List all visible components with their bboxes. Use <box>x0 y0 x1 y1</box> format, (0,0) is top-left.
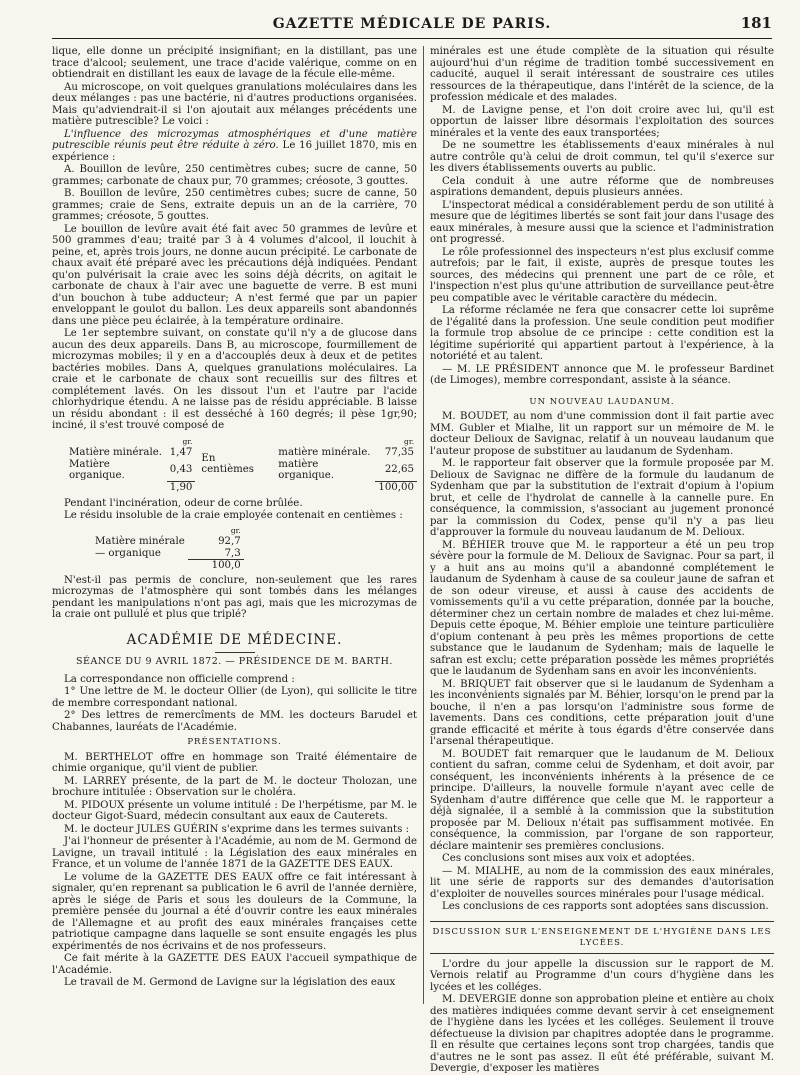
page-header <box>52 12 772 39</box>
section-rule <box>430 953 774 954</box>
paragraph: Le 1er septembre suivant, on constate qu'il n'y a de glucose dans aucun des deux appareils. Dans B, au microscope, fourmillement de microzymas mobiles; il y en a d'accouplés deux à deux et de petites bactéries mobiles. Dans A, quelques granulations moléculaires. La craie et le carbonate de chaux sont recueillis sur des filtres et complétement lavés. On les dissout l'un et l'autre par l'acide chlorhydrique étendu. A ne laisse pas de résidu appréciable. B laisse un résidu abondant : il est desséché à 160 degrés; il pèse 1gr,90; inciné, il s'est trouvé composé de <box>52 328 417 431</box>
paragraph: De ne soumettre les établissements d'eaux minérales à nul autre contrôle qu'à celui de droit commun, tel qu'il s'exerce sur les divers établissements ouverts au public. <box>430 140 774 174</box>
paragraph: Le bouillon de levûre avait été fait avec 50 grammes de levûre et 500 grammes d'eau; traité par 3 à 4 volumes d'alcool, il louchit à peine, et, après trois jours, ne donne aucun précipité. Le carbonate de chaux avait été préparé avec les précautions déjà indiquées. Pendant qu'on pulvérisait la craie avec les soins déjà décrits, on agitait le carbonate de chaux à l'air avec une baguette de verre. B est muni d'un bouchon à tube adducteur; A n'est fermé que par un papier enveloppant le goulot du ballon. Les deux appareils sont abandonnés dans une pièce peu éclairée, à la température ordinaire. <box>52 223 417 327</box>
total-value: 1,90 <box>167 482 196 494</box>
paragraph: Ces conclusions sont mises aux voix et adoptées. <box>442 853 695 864</box>
running-title: GAZETTE MÉDICALE DE PARIS. <box>272 16 552 32</box>
unit-label: gr. <box>182 436 193 446</box>
section-rule <box>430 921 774 922</box>
paragraph: Pendant l'incinération, odeur de corne brûlée. <box>64 497 303 509</box>
paragraph: J'ai l'honneur de présenter à l'Académie, au nom de M. Germond de Lavigne, un travail intitulé : la Législation des eaux minérales en France, et un volume de l'année 1871 de la GAZETTE DES EAUX. <box>52 836 417 870</box>
subheading: PRÉSENTATIONS. <box>187 737 282 747</box>
paragraph: 2° Des lettres de remercîments de MM. les docteurs Barudel et Chabannes, lauréats de l'Académie. <box>52 710 417 733</box>
paragraph: L'inspectorat médical a considérablement perdu de son utilité à mesure que de légitimes libertés se sont fait jour dans l'usage des eaux minérales, à mesure aussi que la science et l'administration ont progressé. <box>430 199 774 245</box>
paragraph-text: Le 16 juillet 1870, mis en expérience : <box>52 140 417 163</box>
right-column <box>430 46 774 1074</box>
left-column <box>52 46 417 1004</box>
row-value: 7,3 <box>224 547 241 559</box>
paragraph: Au microscope, on voit quelques granulations moléculaires dans les deux mélanges : pas une bactérie, ni d'autres productions organisées. Mais qu'adviendrait-il si l'on ajoutait aux mélanges précédents une matière putrescible? Le voici : <box>52 81 417 127</box>
total-value: 100,0 <box>188 560 244 572</box>
paragraph: Le volume de la GAZETTE DES EAUX offre ce fait intéressant à signaler, qu'en reprenant sa publication le 6 avril de l'année dernière, après le siége de Paris et sous les douleurs de la Commune, la première pensée du journal a été d'ouvrir contre les eaux minérales de l'Allemagne et au profit des eaux minérales françaises cette patriotique campagne dans laquelle se sont ensuite engagés les plus expérimentés de nos écrivains et de nos professeurs. <box>52 871 417 952</box>
unit-label: gr. <box>404 436 414 446</box>
residue-table <box>92 525 244 572</box>
paragraph: M. DEVERGIE donne son approbation pleine et entière au choix des matières indiquées comme devant servir à cet enseignement de l'hygiène dans les lycées et les colléges. Seulement il trouve défectueuse la division par chapitres adoptée dans le programme. Il en résulte que certaines leçons sont trop chargées, tandis que d'autres ne le sont pas assez. Il eût été préférable, suivant M. Devergie, d'exposer les matières <box>430 994 774 1074</box>
paragraph: M. BÉHIER trouve que M. le rapporteur a été un peu trop sévère pour la formule de M. Delioux de Savignac. Pour sa part, il y a huit ans au moins qu'il a abandonné complétement le laudanum de Sydenham à cause de sa couleur jaune de safran et de son odeur vireuse, et aussi à cause des accidents de vomissements qu'il a vu cette préparation, donnée par la bouche, déterminer chez un certain nombre de malades et chez lui-même. Depuis cette époque, M. Béhier emploie une teinture particulière d'opium contenant à peu près les mêmes proportions de cette substance que le laudanum de Sydenham; mais de laquelle le safran est exclu; cette préparation possède les mêmes propriétés que le laudanum de Sydenham sans en avoir les inconvénients. <box>430 539 774 677</box>
row-label: Matière organique. <box>69 458 125 481</box>
paragraph: Les conclusions de ces rapports sont adoptées sans discussion. <box>442 901 769 912</box>
paragraph: B. Bouillon de levûre, 250 centimètres cubes; sucre de canne, 50 grammes; craie de Sens, extraite depuis un an de la carrière, 70 grammes; créosote, 5 gouttes. <box>52 188 417 222</box>
paragraph: M. le docteur JULES GUÉRIN s'exprime dans les termes suivants : <box>64 823 410 835</box>
paragraph: lique, elle donne un précipité insignifiant; en la distillant, pas une trace d'alcool; seulement, une trace d'acide valérique, comme on en obtiendrait en distillant les eaux de lavage de la fécule elle-même. <box>52 46 417 80</box>
total-value: 100,00 <box>375 482 417 494</box>
paragraph <box>52 129 417 164</box>
row-label: matière organique. <box>278 458 335 481</box>
paragraph: M. de Lavigne pense, et l'on doit croire avec lui, qu'il est opportun de laisser libre désormais l'exploitation des sources minérales et la vente des eaux transportées; <box>430 104 774 139</box>
paragraph: Le travail de M. Germond de Lavigne sur la législation des eaux <box>64 977 396 988</box>
paragraph: N'est-il pas permis de conclure, non-seulement que les rares microzymas de l'atmosphère qui sont tombés dans les mélanges pendant les manipulations n'ont pas agi, mais que les microzymas de la craie ont pullulé et plus que triplé? <box>52 574 417 620</box>
section-title: ACADÉMIE DE MÉDECINE. <box>126 631 343 648</box>
paragraph: Cela conduit à une autre réforme que de nombreuses aspirations demandent, depuis plusieurs années. <box>430 175 774 198</box>
paragraph: — M. MIALHE, au nom de la commission des eaux minérales, lit une série de rapports sur des demandes d'autorisation d'exploiter de nouvelles sources minérales pour l'usage médical. <box>430 865 774 900</box>
session-line: SÉANCE DU 9 AVRIL 1872. — PRÉSIDENCE DE M. BARTH. <box>76 656 393 667</box>
row-label: Matière minérale. <box>69 447 163 458</box>
paragraph: Le résidu insoluble de la craie employée contenait en centièmes : <box>64 510 403 521</box>
row-label: — organique <box>95 547 161 559</box>
row-label: Matière minérale <box>95 536 185 547</box>
paragraph: Le rôle professionnel des inspecteurs n'est plus exclusif comme autrefois; par le fait, il existe, auprès de presque toutes les sources, des médecins qui prennent une part de ce rôle, et l'inspection n'est plus qu'une attribution de surveillance peut-être peu compatible avec le véritable caractère du médecin. <box>430 246 774 304</box>
paragraph: M. BRIQUET fait observer que si le laudanum de Sydenham a les inconvénients signalés par M. Béhier, lorsqu'on le prend par la bouche, il n'en a pas lorsqu'on l'administre sous forme de lavements. Dans ces conditions, cette préparation jouit d'une grande efficacité et mérite à tous égards d'être conservée dans l'arsenal thérapeutique. <box>430 678 774 747</box>
paragraph: M. PIDOUX présente un volume intitulé : De l'herpétisme, par M. le docteur Gigot-Suard, médecin consultant aux eaux de Cauterets. <box>52 799 417 822</box>
row-value: 22,65 <box>384 464 414 475</box>
subheading: UN NOUVEAU LAUDANUM. <box>529 396 675 407</box>
column-divider <box>423 46 424 1004</box>
paragraph: M. le rapporteur fait observer que la formule proposée par M. Delioux de Savignac ne diffère de la formule du laudanum de Sydenham que par la substitution de l'extrait d'opium à l'opium brut, et celle de l'hydrolat de cannelle à la cannelle pure. En conséquence, la commission, s'associant au jugement prononcé par la commission du Codex, pense qu'il n'y a pas lieu d'approuver la formule du nouveau laudanum de M. Delioux. <box>430 458 774 538</box>
paragraph: M. LARREY présente, de la part de M. le docteur Tholozan, une brochure intitulée : Observation sur le choléra. <box>52 775 417 798</box>
unit-label: gr. <box>230 525 241 535</box>
row-value: 92,7 <box>218 536 241 547</box>
composition-table <box>66 436 417 494</box>
title-rule <box>215 652 255 653</box>
percent-label: En centièmes <box>201 452 255 476</box>
row-value: 0,43 <box>169 464 193 475</box>
paragraph: Ce fait mérite à la GAZETTE DES EAUX l'accueil sympathique de l'Académie. <box>52 953 417 976</box>
paragraph: L'ordre du jour appelle la discussion sur le rapport de M. Vernois relatif au Programme d'un cours d'hygiène dans les lycées et les colléges. <box>430 958 774 993</box>
row-value: 77,35 <box>384 447 414 458</box>
subheading: DISCUSSION SUR L'ENSEIGNEMENT DE L'HYGIÈNE DANS LES LYCÉES. <box>432 926 772 948</box>
paragraph: M. BOUDET, au nom d'une commission dont il fait partie avec MM. Gubler et Mialhe, lit un rapport sur un mémoire de M. le docteur Delioux de Savignac, relatif à un nouveau laudanum que l'auteur propose de substituer au laudanum de Sydenham. <box>430 411 774 457</box>
row-value: 1,47 <box>169 447 193 458</box>
paragraph: La correspondance non officielle comprend : <box>64 673 295 685</box>
paragraph: 1° Une lettre de M. le docteur Ollier (de Lyon), qui sollicite le titre de membre correspondant national. <box>52 686 417 709</box>
paragraph: M. BOUDET fait remarquer que le laudanum de M. Delioux contient du safran, comme celui de Sydenham, et doit avoir, par conséquent, les inconvénients inhérents à la présence de ce principe. D'ailleurs, la nouvelle formule n'ayant avec celle de Sydenham d'autre différence que celle que M. le rapporteur a déjà signalée, il a semblé à la commission que la substitution proposée par M. Delioux n'était pas suffisamment motivée. En conséquence, la commission, par l'organe de son rapporteur, déclare maintenir ses premières conclusions. <box>430 748 774 852</box>
paragraph: M. BERTHELOT offre en hommage son Traité élémentaire de chimie organique, qu'il vient de publier. <box>52 751 417 774</box>
page-number: 181 <box>740 14 772 32</box>
paragraph: A. Bouillon de levûre, 250 centimètres cubes; sucre de canne, 50 grammes; carbonate de chaux pur, 70 grammes; créosote, 3 gouttes. <box>52 164 417 187</box>
paragraph: minérales est une étude complète de la situation qui résulte aujourd'hui d'un régime de tradition tombé successivement en caducité, auquel il serait intéressant de soustraire ces utiles ressources de la thérapeutique, dans l'intérêt de la science, de la profession médicale et des malades. <box>430 46 774 103</box>
paragraph: La réforme réclamée ne fera que consacrer cette loi suprême de l'égalité dans la profession. Une seule condition peut modifier la formule trop absolue de ce principe : cette condition est la légitime supériorité qui appartient partout à l'expérience, à la notoriété et au talent. <box>430 305 774 362</box>
paragraph: — M. LE PRÉSIDENT annonce que M. le professeur Bardinet (de Limoges), membre correspondant, assiste à la séance. <box>430 363 774 386</box>
row-label: matière minérale. <box>278 447 371 458</box>
italic-heading: L'influence des microzymas atmosphériques et d'une matière putrescible réunis peut être réduite à zéro. <box>52 128 417 151</box>
